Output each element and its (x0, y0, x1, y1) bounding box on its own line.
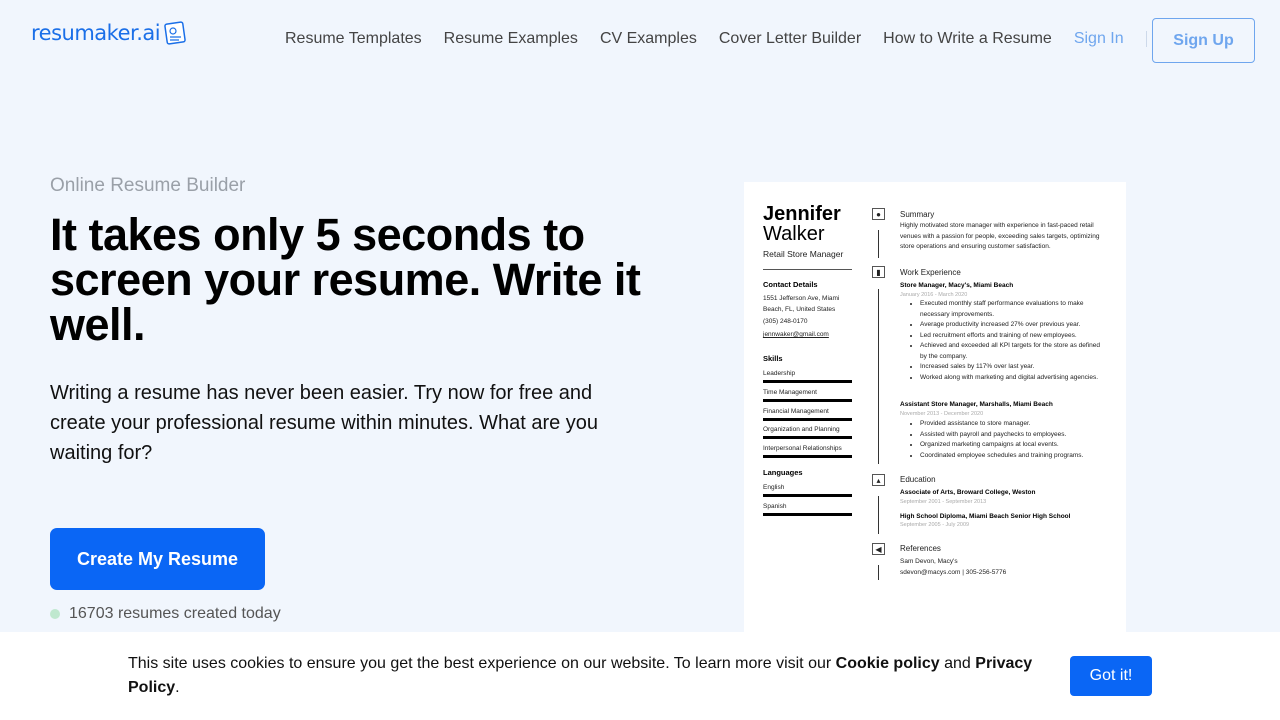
degree: High School Diploma, Miami Beach Senior High School (900, 513, 1071, 520)
phone: (305) 248-0170 (763, 318, 808, 325)
resume-role: Retail Store Manager (763, 249, 844, 259)
nav-divider (1146, 31, 1147, 47)
logo-text: resumaker.ai (31, 21, 161, 45)
privacy-policy-link[interactable]: Privacy Policy (128, 655, 1033, 696)
cookie-message: This site uses cookies to ensure you get the best experience on our website. To learn more visit our (128, 655, 836, 672)
references-heading: References (900, 544, 941, 553)
timeline-line (878, 496, 879, 534)
main-nav (285, 30, 1170, 48)
email: jennwaker@gmail.com (763, 331, 829, 338)
job-bullets (910, 299, 1100, 383)
resume-preview (744, 182, 1126, 642)
cookie-policy-link[interactable]: Cookie policy (835, 655, 940, 672)
work-heading: Work Experience (900, 268, 961, 277)
cookie-text (128, 652, 1048, 700)
summary-heading: Summary (900, 210, 935, 219)
bullet: • Average productivity increased 27% over previous year. (920, 320, 1100, 331)
job-dates: January 2016 - March 2020 (900, 292, 968, 298)
skill: Leadership (763, 370, 852, 383)
job-title: Assistant Store Manager, Marshalls, Miami Beach (900, 401, 1053, 408)
logo[interactable] (31, 20, 189, 46)
resume-logo-icon (163, 20, 189, 46)
summary-text: Highly motivated store manager with experience in fast-paced retail venues with a passion for people, exceeding sales targets, optimizing store operations and ensuring customer satisfaction. (900, 222, 1100, 250)
bullet: • Provided assistance to store manager. (920, 419, 1100, 430)
job-bullets (910, 419, 1100, 461)
megaphone-icon: ◀ (872, 543, 885, 555)
language: English (763, 484, 852, 497)
hero-title: It takes only 5 seconds to screen your resume. Write it well. (50, 209, 641, 350)
degree: Associate of Arts, Broward College, Weston (900, 489, 1036, 496)
sign-in-link[interactable]: Sign In (1073, 30, 1124, 47)
nav-cv-examples[interactable]: CV Examples (599, 30, 697, 47)
nav-how-to-write[interactable]: How to Write a Resume (883, 30, 1052, 47)
skills-heading: Skills (763, 354, 783, 363)
degree-dates: September 2005 - July 2009 (900, 522, 970, 528)
bullet: • Assisted with payroll and paychecks to employees. (920, 430, 1100, 441)
create-resume-button[interactable]: Create My Resume (50, 528, 265, 590)
nav-cover-letter-builder[interactable]: Cover Letter Builder (718, 30, 862, 47)
bullet: • Worked along with marketing and digital advertising agencies. (920, 373, 1100, 384)
nav-resume-examples[interactable]: Resume Examples (443, 30, 578, 47)
hero-eyebrow: Online Resume Builder (50, 175, 246, 196)
graduation-cap-icon: ▴ (872, 474, 885, 486)
skill: Financial Management (763, 408, 852, 421)
status-dot (50, 609, 60, 619)
skill: Time Management (763, 389, 852, 402)
resume-count (50, 605, 281, 623)
skill: Interpersonal Relationships (763, 445, 852, 458)
resume-name (763, 204, 841, 244)
degree-dates: September 2001 - September 2013 (900, 499, 987, 505)
timeline-line (878, 565, 879, 580)
divider (763, 269, 852, 270)
hero-lead: Writing a resume has never been easier. Try now for free and create your professional resume within minutes. What are you waiting for? (50, 382, 599, 464)
bullet: • Achieved and exceeded all KPI targets for the store as defined by the company. (920, 341, 1100, 362)
job-title: Store Manager, Macy's, Miami Beach (900, 282, 1014, 289)
timeline-line (878, 289, 879, 464)
last-name: Walker (763, 223, 825, 245)
cookie-and: and (939, 655, 976, 672)
sign-up-button[interactable]: Sign Up (1152, 18, 1255, 63)
reference-contact: sdevon@macys.com | 305-256-5776 (900, 569, 1007, 576)
education-heading: Education (900, 475, 936, 484)
reference-name: Sam Devon, Macy's (900, 558, 958, 565)
contact-heading: Contact Details (763, 280, 818, 289)
nav-resume-templates[interactable]: Resume Templates (285, 30, 422, 47)
skill: Organization and Planning (763, 426, 852, 439)
briefcase-icon: ▮ (872, 266, 885, 278)
bullet: • Executed monthly staff performance evaluations to make necessary improvements. (920, 299, 1100, 320)
languages-heading: Languages (763, 468, 803, 477)
first-name: Jennifer (763, 203, 841, 225)
accept-cookies-button[interactable]: Got it! (1070, 656, 1152, 696)
person-icon: ● (872, 208, 885, 220)
address: 1551 Jefferson Ave, Miami Beach, FL, United States (763, 295, 840, 313)
resume-count-text: 16703 resumes created today (69, 605, 281, 622)
cookie-period: . (175, 679, 180, 696)
job-dates: November 2013 - December 2020 (900, 411, 984, 417)
bullet: • Organized marketing campaigns at local events. (920, 440, 1100, 451)
timeline-line (878, 230, 879, 258)
language: Spanish (763, 503, 852, 516)
bullet: • Increased sales by 117% over last year. (920, 362, 1100, 373)
bullet: • Led recruitment efforts and training of new employees. (920, 331, 1100, 342)
bullet: • Coordinated employee schedules and training programs. (920, 451, 1100, 462)
